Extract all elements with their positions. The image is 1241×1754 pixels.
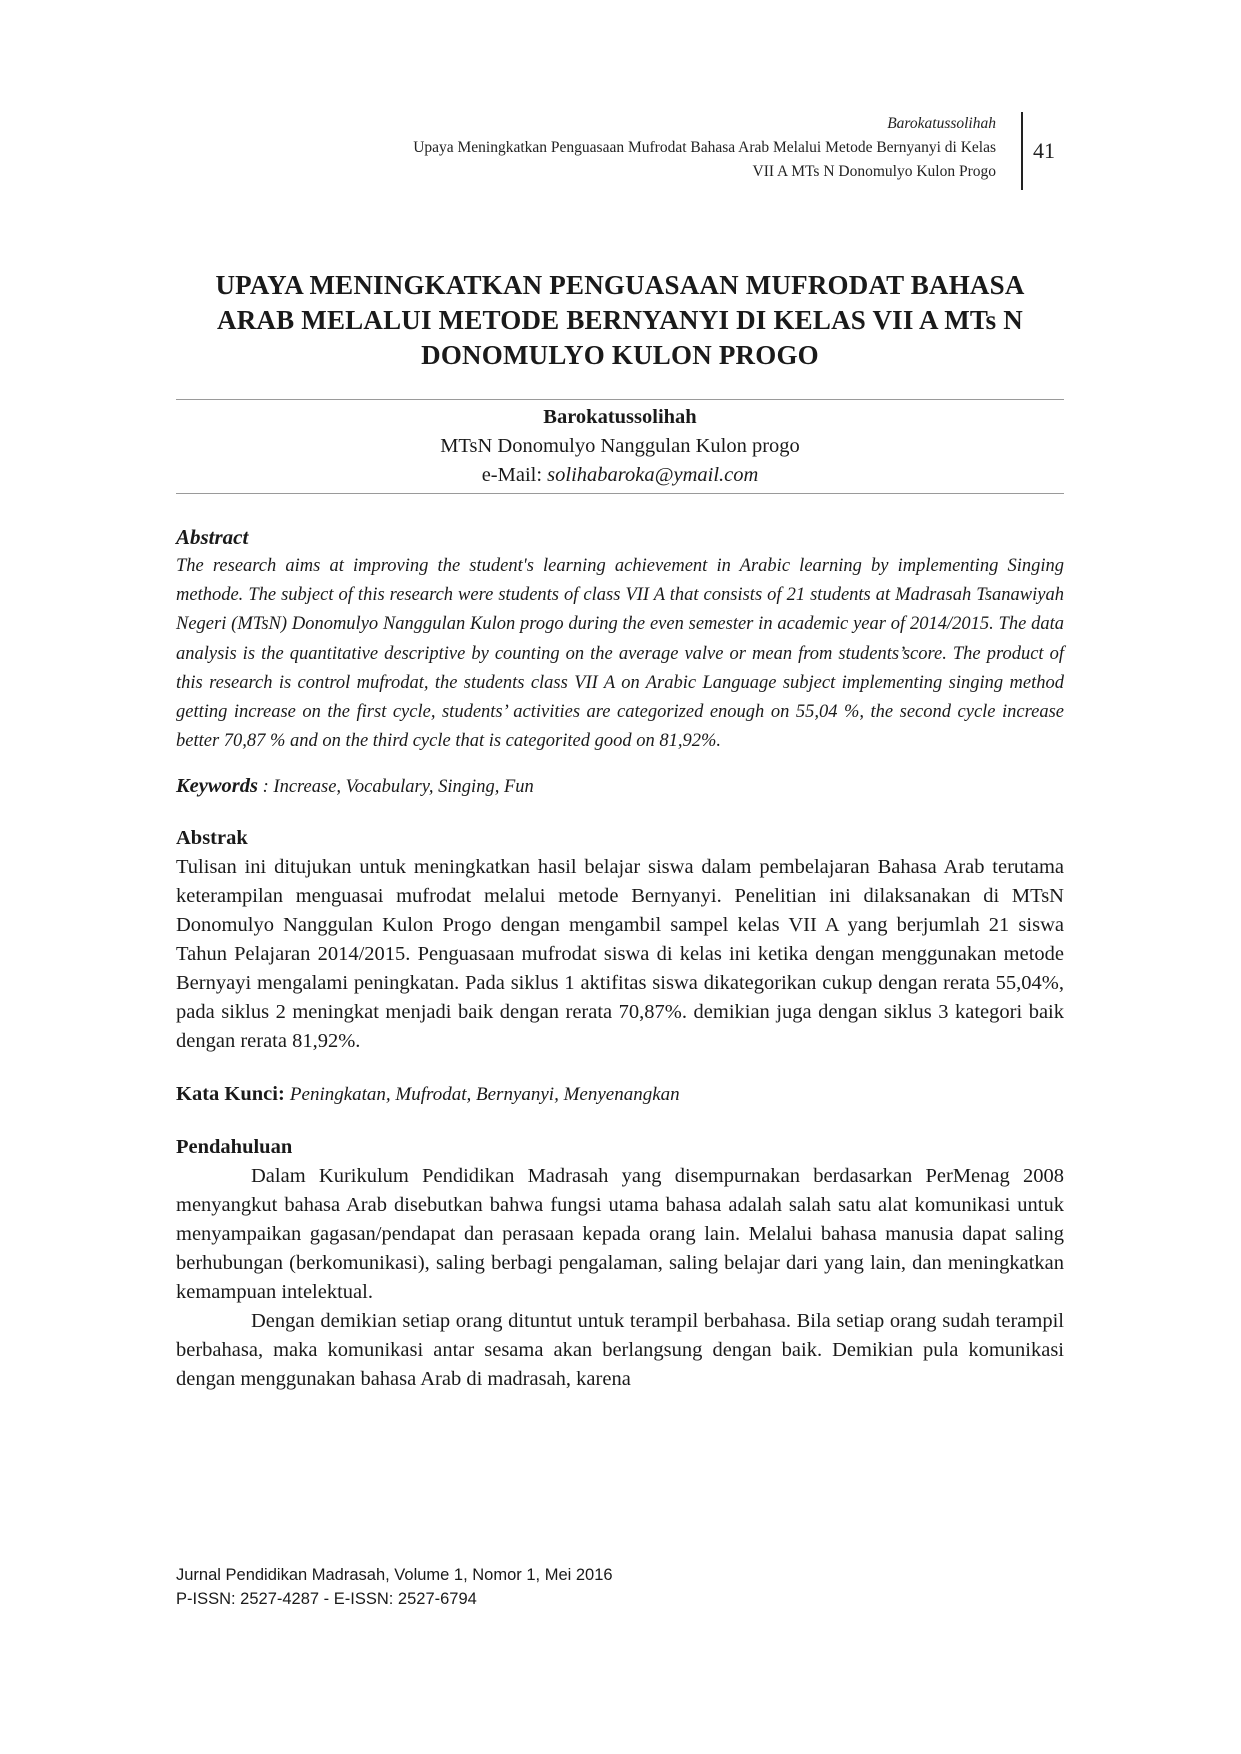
abstract-id-heading: Abstrak xyxy=(176,827,248,850)
introduction-paragraph-1: Dalam Kurikulum Pendidikan Madrasah yang disempurnakan berdasarkan PerMenag 2008 menyangkut bahasa Arab disebutkan bahwa fungsi utama bahasa adalah salah satu alat komunikasi untuk menyampaikan gagasan/pendapat dan perasaan kepada orang lain. Melalui bahasa manusia dapat saling berhubungan (berkomunikasi), saling berbagi pengalaman, saling belajar dari yang lain, dan meningkatkan kemampuan intelektual. xyxy=(176,1165,1064,1304)
article-title-line2: ARAB MELALUI METODE BERNYANYI DI KELAS VII A MTs N xyxy=(217,305,1023,335)
email-address: solihabaroka@ymail.com xyxy=(547,464,759,486)
introduction-paragraph-2: Dengan demikian setiap orang dituntut untuk terampil berbahasa. Bila setiap orang sudah terampil berbahasa, maka komunikasi antar sesama akan berlangsung dengan baik. Demikian pula komunikasi dengan menggunakan bahasa Arab di madrasah, karena xyxy=(176,1310,1064,1391)
running-head-title-line1: Upaya Meningkatkan Penguasaan Mufrodat Bahasa Arab Melalui Metode Bernyanyi di Kelas xyxy=(413,139,996,156)
keywords-en-label: Keywords xyxy=(176,775,258,798)
author-affiliation: MTsN Donomulyo Nanggulan Kulon progo xyxy=(440,435,800,457)
author-block-top-rule xyxy=(176,399,1064,400)
article-body xyxy=(176,523,1064,1394)
abstract-id-body: Tulisan ini ditujukan untuk meningkatkan hasil belajar siswa dalam pembelajaran Bahasa Arab terutama keterampilan menguasai mufrodat melalui metode Bernyanyi. Penelitian ini dilaksanakan di MTsN Donomulyo Nanggulan Kulon Progo dengan mengambil sampel kelas VII A yang berjumlah 21 siswa Tahun Pelajaran 2014/2015. Penguasaan mufrodat siswa di kelas ini ketika dengan menggunakan metode Bernyayi mengalami peningkatan. Pada siklus 1 aktifitas siswa dikategorikan cukup dengan rerata 55,04%, pada siklus 2 meningkat menjadi baik dengan rerata 70,87%. demikian juga dengan siklus 3 kategori baik dengan rerata 81,92%. xyxy=(176,856,1064,1053)
article-title xyxy=(150,268,1090,373)
keywords-en-value: : Increase, Vocabulary, Singing, Fun xyxy=(258,777,534,798)
running-head xyxy=(176,112,996,184)
article-title-line1: UPAYA MENINGKATKAN PENGUASAAN MUFRODAT BAHASA xyxy=(215,270,1025,300)
introduction-heading: Pendahuluan xyxy=(176,1136,293,1159)
footer-issn: P-ISSN: 2527-4287 - E-ISSN: 2527-6794 xyxy=(176,1590,477,1608)
author-block xyxy=(176,403,1064,490)
abstract-en-body: The research aims at improving the student's learning achievement in Arabic learning by implementing Singing methode. The subject of this research were students of class VII A that consists of 21 students at Madrasah Tsanawiyah Negeri (MTsN) Donomulyo Nanggulan Kulon progo during the even semester in academic year of 2014/2015. The data analysis is the quantitative descriptive by counting on the average valve or mean from students’score. The product of this research is control mufrodat, the students class VII A on Arabic Language subject implementing singing method getting increase on the first cycle, students’ activities are categorized enough on 55,04 %, the second cycle increase better 70,87 % and on the third cycle that is categorited good on 81,92%. xyxy=(176,556,1064,752)
email-label: e-Mail: xyxy=(481,464,543,486)
page-footer xyxy=(176,1563,613,1611)
keywords-id-label: Kata Kunci: xyxy=(176,1083,285,1106)
page-number-divider xyxy=(1021,112,1023,190)
author-email-line xyxy=(176,461,1064,490)
footer-journal: Jurnal Pendidikan Madrasah, Volume 1, Nomor 1, Mei 2016 xyxy=(176,1566,613,1584)
keywords-id-value: Peningkatan, Mufrodat, Bernyanyi, Menyenangkan xyxy=(289,1084,680,1106)
author-name: Barokatussolihah xyxy=(543,406,697,428)
author-block-bottom-rule xyxy=(176,493,1064,494)
keywords-en xyxy=(176,772,1064,802)
running-head-title-line2: VII A MTs N Donomulyo Kulon Progo xyxy=(752,163,996,180)
page-number: 41 xyxy=(1033,138,1055,163)
abstract-en-heading: Abstract xyxy=(176,525,249,549)
keywords-id xyxy=(176,1080,1064,1109)
running-head-author: Barokatussolihah xyxy=(887,115,996,132)
article-title-line3: DONOMULYO KULON PROGO xyxy=(421,340,819,370)
